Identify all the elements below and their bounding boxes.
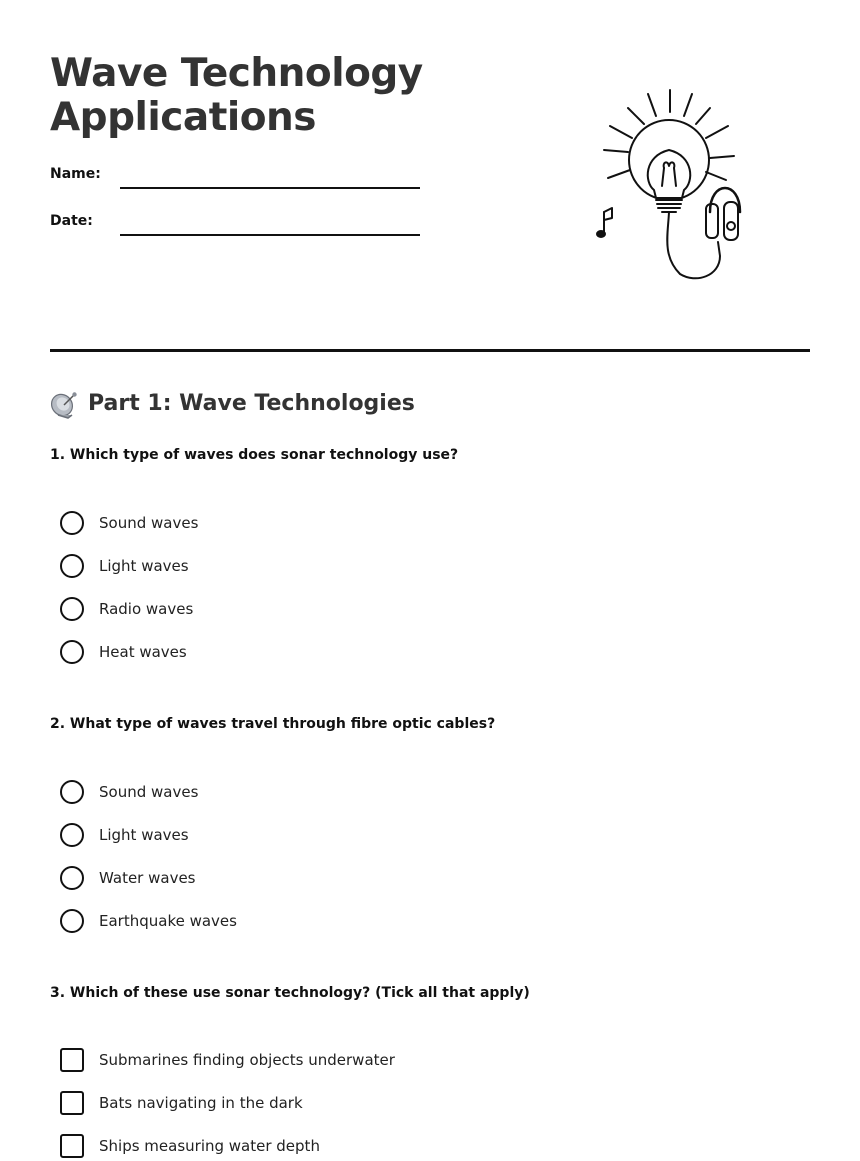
q2-option-4-radio[interactable] bbox=[60, 909, 84, 933]
headphones-icon bbox=[706, 188, 740, 240]
q3-option-1-checkbox[interactable] bbox=[60, 1048, 84, 1072]
q2-option-2[interactable] bbox=[60, 823, 189, 847]
q3-option-1[interactable] bbox=[60, 1048, 395, 1072]
music-note-icon bbox=[597, 208, 612, 237]
date-field-line[interactable] bbox=[120, 234, 420, 236]
name-field-line[interactable] bbox=[120, 187, 420, 189]
q2-option-2-label: Light waves bbox=[99, 826, 189, 844]
q2-option-1-radio[interactable] bbox=[60, 780, 84, 804]
light-bulb-icon bbox=[604, 90, 734, 278]
question-3-text: 3. Which of these use sonar technology? (Tick all that apply) bbox=[50, 985, 530, 1001]
q2-option-1[interactable] bbox=[60, 780, 198, 804]
q2-option-4-label: Earthquake waves bbox=[99, 912, 237, 930]
q1-option-4-radio[interactable] bbox=[60, 640, 84, 664]
section-title-text: Part 1: Wave Technologies bbox=[88, 391, 415, 416]
q2-option-3[interactable] bbox=[60, 866, 196, 890]
title-line-1: Wave Technology bbox=[50, 51, 423, 96]
date-label: Date: bbox=[50, 213, 93, 229]
q3-option-2[interactable] bbox=[60, 1091, 303, 1115]
q2-option-4[interactable] bbox=[60, 909, 237, 933]
question-2-text: 2. What type of waves travel through fibre optic cables? bbox=[50, 716, 496, 732]
q1-option-2[interactable] bbox=[60, 554, 189, 578]
name-label: Name: bbox=[50, 166, 101, 182]
q3-option-3[interactable] bbox=[60, 1134, 320, 1158]
section-divider bbox=[50, 349, 810, 352]
q3-option-2-label: Bats navigating in the dark bbox=[99, 1094, 303, 1112]
q1-option-1[interactable] bbox=[60, 511, 198, 535]
lightbulb-headphones-illustration bbox=[592, 84, 742, 284]
q2-option-3-radio[interactable] bbox=[60, 866, 84, 890]
q1-option-2-label: Light waves bbox=[99, 557, 189, 575]
q1-option-1-label: Sound waves bbox=[99, 514, 199, 532]
q1-option-2-radio[interactable] bbox=[60, 554, 84, 578]
question-1-text: 1. Which type of waves does sonar technology use? bbox=[50, 447, 459, 463]
q2-option-1-label: Sound waves bbox=[99, 783, 199, 801]
q1-option-4[interactable] bbox=[60, 640, 187, 664]
q1-option-4-label: Heat waves bbox=[99, 643, 187, 661]
satellite-dish-icon bbox=[50, 389, 80, 419]
q3-option-1-label: Submarines finding objects underwater bbox=[99, 1051, 395, 1069]
q1-option-3-label: Radio waves bbox=[99, 600, 194, 618]
q1-option-3-radio[interactable] bbox=[60, 597, 84, 621]
q1-option-1-radio[interactable] bbox=[60, 511, 84, 535]
q2-option-3-label: Water waves bbox=[99, 869, 196, 887]
q3-option-3-label: Ships measuring water depth bbox=[99, 1137, 320, 1155]
worksheet-title bbox=[50, 52, 423, 140]
q2-option-2-radio[interactable] bbox=[60, 823, 84, 847]
section-heading bbox=[50, 388, 415, 420]
q1-option-3[interactable] bbox=[60, 597, 193, 621]
q3-option-2-checkbox[interactable] bbox=[60, 1091, 84, 1115]
title-line-2: Applications bbox=[50, 95, 316, 140]
q3-option-3-checkbox[interactable] bbox=[60, 1134, 84, 1158]
